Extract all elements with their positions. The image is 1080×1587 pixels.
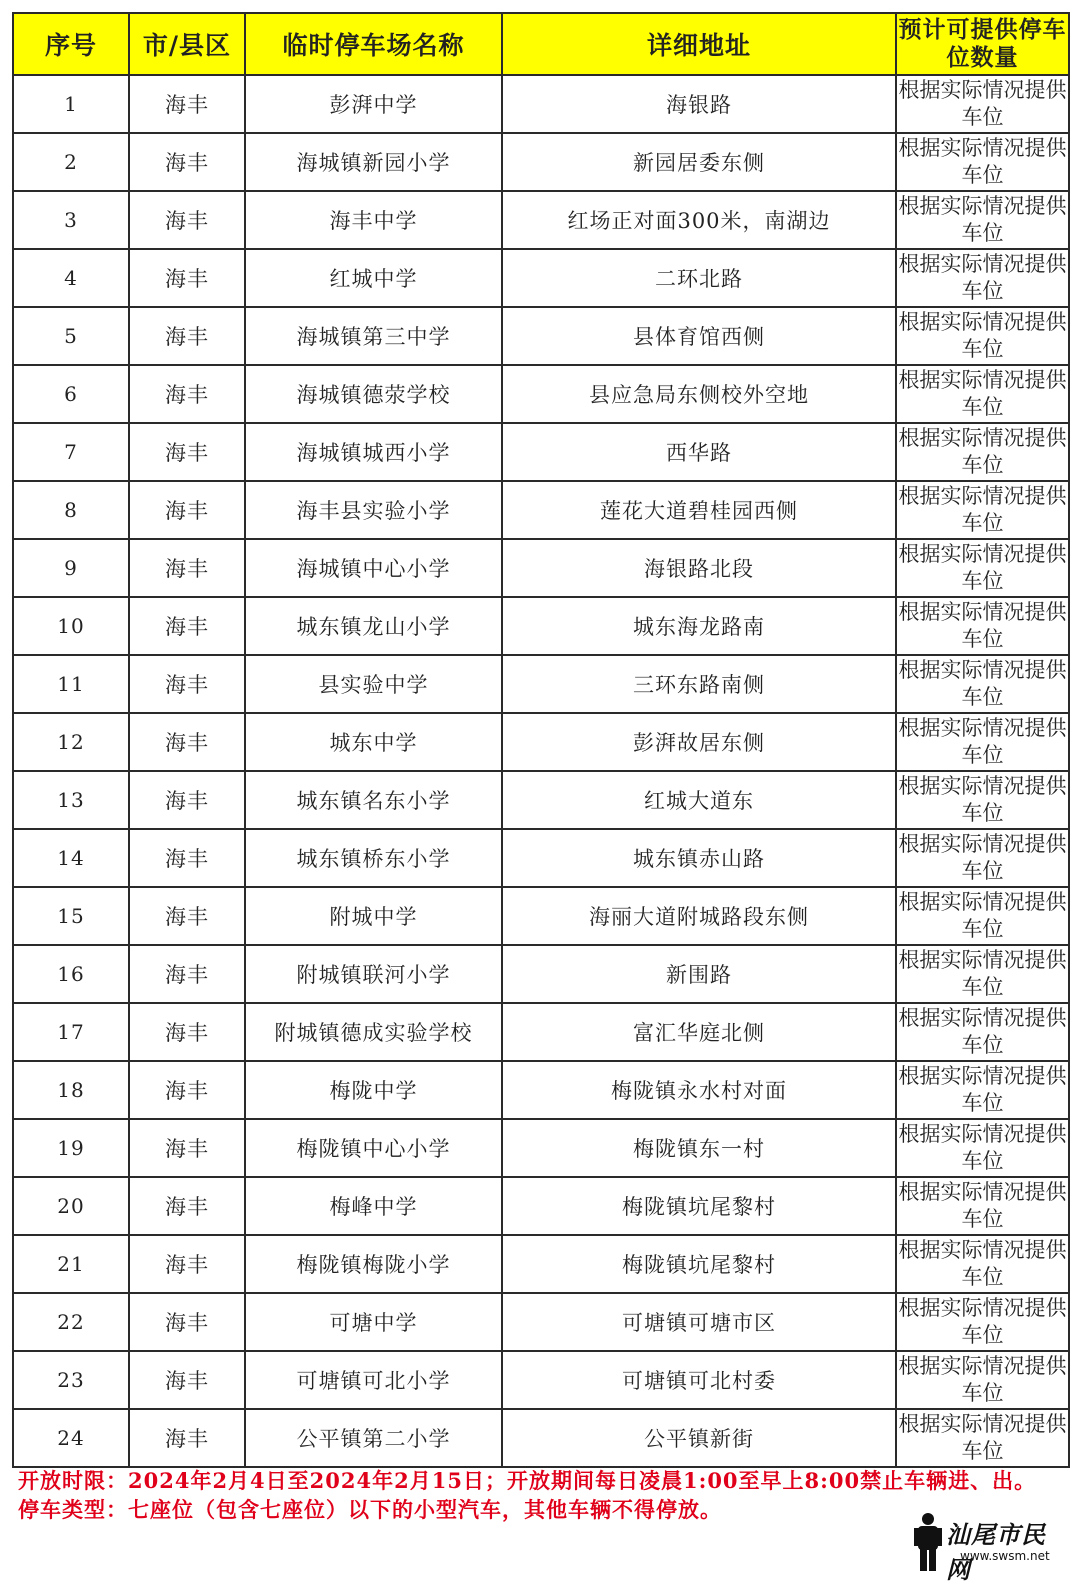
table-row [13,713,1069,771]
cell-serial-number: 1 [13,75,129,133]
cell-serial-number: 4 [13,249,129,307]
cell-serial-number: 17 [13,1003,129,1061]
cell-address: 城东镇赤山路 [502,829,896,887]
cell-capacity: 根据实际情况提供车位 [896,1061,1069,1119]
cell-address: 莲花大道碧桂园西侧 [502,481,896,539]
table-row [13,191,1069,249]
cell-parking-name: 梅陇镇中心小学 [245,1119,502,1177]
cell-county: 海丰 [129,133,245,191]
cell-serial-number: 11 [13,655,129,713]
cell-address: 海银路北段 [502,539,896,597]
cell-address: 红城大道东 [502,771,896,829]
table-body [13,75,1069,1467]
cell-capacity: 根据实际情况提供车位 [896,1177,1069,1235]
cell-county: 海丰 [129,771,245,829]
cell-capacity: 根据实际情况提供车位 [896,75,1069,133]
cell-serial-number: 14 [13,829,129,887]
table-header-row [13,13,1069,75]
cell-capacity: 根据实际情况提供车位 [896,597,1069,655]
cell-serial-number: 24 [13,1409,129,1467]
cell-serial-number: 22 [13,1293,129,1351]
table-row [13,1235,1069,1293]
cell-capacity: 根据实际情况提供车位 [896,1351,1069,1409]
cell-address: 县应急局东侧校外空地 [502,365,896,423]
cell-county: 海丰 [129,1003,245,1061]
cell-parking-name: 彭湃中学 [245,75,502,133]
cell-serial-number: 6 [13,365,129,423]
cell-county: 海丰 [129,191,245,249]
cell-parking-name: 海城镇德荥学校 [245,365,502,423]
cell-serial-number: 13 [13,771,129,829]
vehicle-type-note: 停车类型：七座位（包含七座位）以下的小型汽车，其他车辆不得停放。 [18,1497,722,1522]
cell-address: 梅陇镇东一村 [502,1119,896,1177]
cell-county: 海丰 [129,1409,245,1467]
cell-parking-name: 可塘中学 [245,1293,502,1351]
cell-serial-number: 3 [13,191,129,249]
watermark-logo [908,1511,1068,1584]
cell-county: 海丰 [129,829,245,887]
cell-serial-number: 21 [13,1235,129,1293]
cell-serial-number: 16 [13,945,129,1003]
table-row [13,423,1069,481]
cell-capacity: 根据实际情况提供车位 [896,887,1069,945]
header-serial-number: 序号 [13,13,129,75]
cell-parking-name: 城东镇名东小学 [245,771,502,829]
cell-parking-name: 海城镇中心小学 [245,539,502,597]
cell-serial-number: 8 [13,481,129,539]
cell-address: 梅陇镇永水村对面 [502,1061,896,1119]
cell-county: 海丰 [129,945,245,1003]
cell-address: 富汇华庭北侧 [502,1003,896,1061]
cell-county: 海丰 [129,1235,245,1293]
cell-county: 海丰 [129,249,245,307]
cell-serial-number: 19 [13,1119,129,1177]
cell-serial-number: 2 [13,133,129,191]
table-row [13,1003,1069,1061]
table-row [13,771,1069,829]
cell-parking-name: 红城中学 [245,249,502,307]
table-row [13,1061,1069,1119]
watermark-name: 汕尾市民网 [946,1520,1046,1584]
cell-parking-name: 海城镇城西小学 [245,423,502,481]
table-row [13,829,1069,887]
cell-address: 海丽大道附城路段东侧 [502,887,896,945]
cell-capacity: 根据实际情况提供车位 [896,1003,1069,1061]
cell-address: 新园居委东侧 [502,133,896,191]
cell-capacity: 根据实际情况提供车位 [896,133,1069,191]
cell-capacity: 根据实际情况提供车位 [896,829,1069,887]
cell-county: 海丰 [129,1061,245,1119]
cell-parking-name: 公平镇第二小学 [245,1409,502,1467]
table-row [13,655,1069,713]
cell-address: 西华路 [502,423,896,481]
cell-serial-number: 7 [13,423,129,481]
cell-serial-number: 12 [13,713,129,771]
cell-capacity: 根据实际情况提供车位 [896,713,1069,771]
table-row [13,597,1069,655]
header-parking-name: 临时停车场名称 [245,13,502,75]
cell-capacity: 根据实际情况提供车位 [896,539,1069,597]
table-row [13,1119,1069,1177]
cell-serial-number: 23 [13,1351,129,1409]
table-row [13,539,1069,597]
cell-address: 可塘镇可塘市区 [502,1293,896,1351]
cell-serial-number: 15 [13,887,129,945]
cell-county: 海丰 [129,539,245,597]
person-silhouette-icon [908,1511,948,1573]
table-row [13,75,1069,133]
cell-address: 公平镇新街 [502,1409,896,1467]
table-row [13,365,1069,423]
watermark-url: www.swsm.net [960,1549,1050,1563]
cell-capacity: 根据实际情况提供车位 [896,365,1069,423]
cell-parking-name: 海丰中学 [245,191,502,249]
cell-capacity: 根据实际情况提供车位 [896,771,1069,829]
cell-capacity: 根据实际情况提供车位 [896,1409,1069,1467]
table-row [13,1293,1069,1351]
cell-parking-name: 可塘镇可北小学 [245,1351,502,1409]
cell-address: 梅陇镇坑尾黎村 [502,1177,896,1235]
cell-address: 城东海龙路南 [502,597,896,655]
table-row [13,133,1069,191]
header-county: 市/县区 [129,13,245,75]
cell-parking-name: 城东中学 [245,713,502,771]
cell-capacity: 根据实际情况提供车位 [896,307,1069,365]
header-address: 详细地址 [502,13,896,75]
cell-county: 海丰 [129,1177,245,1235]
cell-county: 海丰 [129,713,245,771]
cell-county: 海丰 [129,1293,245,1351]
cell-parking-name: 梅峰中学 [245,1177,502,1235]
opening-hours-note: 开放时限：2024年2月4日至2024年2月15日；开放期间每日凌晨1:00至早上8:00禁止车辆进、出。 [18,1468,1037,1493]
cell-capacity: 根据实际情况提供车位 [896,1293,1069,1351]
cell-capacity: 根据实际情况提供车位 [896,249,1069,307]
cell-county: 海丰 [129,365,245,423]
cell-parking-name: 县实验中学 [245,655,502,713]
cell-county: 海丰 [129,597,245,655]
table-row [13,307,1069,365]
cell-county: 海丰 [129,1119,245,1177]
cell-capacity: 根据实际情况提供车位 [896,945,1069,1003]
cell-capacity: 根据实际情况提供车位 [896,1235,1069,1293]
cell-capacity: 根据实际情况提供车位 [896,191,1069,249]
cell-serial-number: 9 [13,539,129,597]
header-capacity: 预计可提供停车位数量 [896,13,1069,75]
table-row [13,1351,1069,1409]
parking-lot-table [12,12,1070,1468]
cell-capacity: 根据实际情况提供车位 [896,481,1069,539]
cell-county: 海丰 [129,307,245,365]
cell-parking-name: 附城镇德成实验学校 [245,1003,502,1061]
table-row [13,945,1069,1003]
cell-parking-name: 城东镇龙山小学 [245,597,502,655]
cell-county: 海丰 [129,481,245,539]
cell-parking-name: 附城镇联河小学 [245,945,502,1003]
cell-address: 海银路 [502,75,896,133]
cell-address: 可塘镇可北村委 [502,1351,896,1409]
cell-capacity: 根据实际情况提供车位 [896,1119,1069,1177]
cell-parking-name: 城东镇桥东小学 [245,829,502,887]
cell-capacity: 根据实际情况提供车位 [896,655,1069,713]
table-row [13,1177,1069,1235]
notes [18,1466,1058,1524]
table-row [13,249,1069,307]
cell-address: 梅陇镇坑尾黎村 [502,1235,896,1293]
cell-parking-name: 海城镇第三中学 [245,307,502,365]
cell-county: 海丰 [129,75,245,133]
cell-parking-name: 梅陇中学 [245,1061,502,1119]
cell-address: 红场正对面300米，南湖边 [502,191,896,249]
cell-parking-name: 海城镇新园小学 [245,133,502,191]
cell-capacity: 根据实际情况提供车位 [896,423,1069,481]
cell-serial-number: 18 [13,1061,129,1119]
cell-address: 新围路 [502,945,896,1003]
cell-county: 海丰 [129,887,245,945]
cell-county: 海丰 [129,655,245,713]
cell-parking-name: 海丰县实验小学 [245,481,502,539]
cell-county: 海丰 [129,423,245,481]
cell-serial-number: 10 [13,597,129,655]
cell-serial-number: 20 [13,1177,129,1235]
cell-address: 二环北路 [502,249,896,307]
table-row [13,887,1069,945]
table-row [13,481,1069,539]
table-row [13,1409,1069,1467]
cell-serial-number: 5 [13,307,129,365]
cell-parking-name: 附城中学 [245,887,502,945]
cell-address: 彭湃故居东侧 [502,713,896,771]
cell-address: 县体育馆西侧 [502,307,896,365]
cell-county: 海丰 [129,1351,245,1409]
cell-parking-name: 梅陇镇梅陇小学 [245,1235,502,1293]
cell-address: 三环东路南侧 [502,655,896,713]
